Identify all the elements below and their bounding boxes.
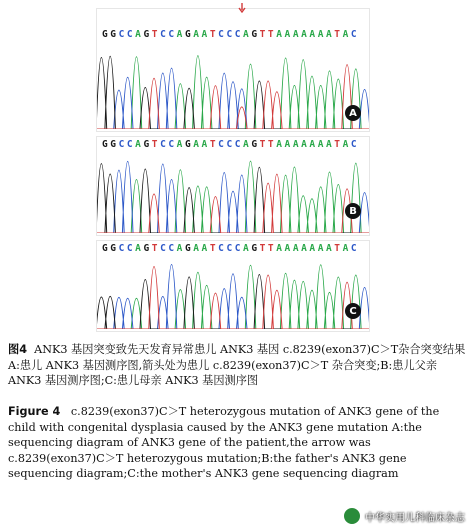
base-call: G — [110, 29, 117, 40]
base-call: G — [251, 243, 258, 254]
panel-label-a: A — [345, 105, 361, 121]
base-call: T — [259, 29, 266, 40]
base-call: A — [326, 139, 333, 150]
base-call: C — [126, 29, 134, 40]
base-call: T — [151, 139, 159, 150]
base-call: G — [143, 29, 150, 40]
journal-logo-icon — [343, 507, 361, 525]
base-call: G — [184, 29, 192, 40]
base-call: G — [251, 29, 258, 40]
base-call: C — [126, 139, 134, 150]
base-call: A — [326, 243, 333, 254]
base-call: A — [193, 139, 200, 150]
base-call: C — [234, 29, 242, 40]
base-call: G — [251, 139, 258, 150]
base-call: G — [143, 243, 150, 254]
base-call: A — [317, 29, 325, 40]
base-call: A — [317, 139, 325, 150]
base-call: C — [118, 29, 125, 40]
trace-a — [97, 265, 369, 329]
base-call: C — [160, 29, 167, 40]
base-call: C — [226, 243, 233, 254]
trace-g — [97, 164, 369, 233]
base-call: T — [334, 29, 341, 40]
base-call: T — [267, 243, 275, 254]
base-call: A — [342, 139, 349, 150]
base-call: A — [276, 139, 283, 150]
base-call: A — [292, 29, 300, 40]
caption-cn-lead: 图4 — [8, 343, 27, 356]
trace-c — [97, 68, 369, 129]
base-call: A — [284, 139, 291, 150]
base-call: T — [267, 139, 275, 150]
base-call: A — [326, 29, 333, 40]
base-call: A — [276, 29, 283, 40]
base-call: A — [201, 139, 208, 150]
base-call: C — [350, 243, 358, 254]
base-call: A — [309, 139, 316, 150]
base-call: C — [160, 139, 167, 150]
trace-a — [97, 56, 369, 129]
base-call: C — [168, 29, 175, 40]
base-call: G — [101, 139, 109, 150]
base-call: T — [209, 243, 217, 254]
base-call: A — [342, 243, 349, 254]
base-call: A — [276, 243, 283, 254]
caption-english — [8, 404, 466, 482]
base-call: A — [135, 29, 142, 40]
trace-a — [97, 161, 369, 233]
base-call: A — [193, 29, 200, 40]
base-call: A — [284, 29, 291, 40]
base-call: C — [160, 243, 167, 254]
base-call: A — [309, 29, 316, 40]
base-call: A — [342, 29, 349, 40]
watermark-text: 中华实用儿科临床杂志 — [365, 512, 465, 524]
base-call: C — [350, 29, 358, 40]
base-call: A — [135, 139, 142, 150]
base-call: C — [226, 139, 233, 150]
base-call: A — [243, 29, 250, 40]
trace-svg-a — [97, 43, 369, 129]
panel-label-b: B — [345, 203, 361, 219]
mutation-arrow-icon — [237, 3, 247, 13]
caption-cn-text: ANK3 基因突变致先天发育异常患儿 ANK3 基因 c.8239(exon37)C＞T杂合突变结果 A:患儿 ANK3 基因测序图,箭头处为患儿 c.8239(exon37)C＞T 杂合突变;B:患儿父亲 ANK3 基因测序图;C:患儿母亲 ANK3 基因测序图 — [8, 343, 466, 387]
base-call: T — [259, 139, 266, 150]
sequence-row — [101, 29, 358, 40]
base-call: G — [184, 139, 192, 150]
base-call: T — [334, 243, 341, 254]
base-call: G — [184, 243, 192, 254]
base-call: A — [301, 139, 308, 150]
caption-en-lead: Figure 4 — [8, 405, 61, 418]
base-call: G — [110, 139, 117, 150]
base-call: C — [118, 139, 125, 150]
caption-chinese — [8, 342, 466, 389]
trace-g — [97, 274, 369, 329]
chromatogram-panel-a — [96, 8, 370, 132]
base-call: C — [226, 29, 233, 40]
base-call: T — [259, 243, 266, 254]
base-call: A — [201, 29, 208, 40]
base-call: A — [292, 243, 300, 254]
base-call: C — [118, 243, 125, 254]
trace-c — [97, 161, 369, 233]
base-call: C — [350, 139, 358, 150]
base-call: C — [218, 139, 225, 150]
chromatogram-panel-b — [96, 136, 370, 236]
trace-t — [97, 267, 369, 330]
base-call: C — [234, 243, 242, 254]
sequence-row — [101, 243, 358, 254]
base-call: G — [143, 139, 150, 150]
sequence-row — [101, 139, 358, 150]
base-call: A — [284, 243, 291, 254]
base-call: T — [151, 29, 159, 40]
base-call: C — [168, 139, 175, 150]
trace-svg-c — [97, 255, 369, 329]
base-call: G — [101, 243, 109, 254]
panel-label-c: C — [345, 303, 361, 319]
base-call: C — [218, 243, 225, 254]
base-call: T — [209, 29, 217, 40]
base-call: C — [218, 29, 225, 40]
base-call: A — [135, 243, 142, 254]
base-call: T — [267, 29, 275, 40]
trace-svg-b — [97, 151, 369, 233]
base-call: A — [309, 243, 316, 254]
base-call: T — [334, 139, 341, 150]
base-call: C — [234, 139, 242, 150]
trace-g — [97, 56, 369, 129]
base-call: C — [126, 243, 134, 254]
watermark — [343, 507, 465, 525]
chromatogram-panel-c — [96, 240, 370, 332]
base-call: A — [301, 29, 308, 40]
trace-c — [97, 265, 369, 330]
base-call: A — [243, 243, 250, 254]
base-call: T — [209, 139, 217, 150]
base-call: A — [176, 29, 183, 40]
base-call: A — [317, 243, 325, 254]
base-call: C — [168, 243, 175, 254]
base-call: G — [101, 29, 109, 40]
base-call: A — [176, 243, 183, 254]
base-call: A — [243, 139, 250, 150]
base-call: A — [201, 243, 208, 254]
base-call: A — [193, 243, 200, 254]
base-call: A — [176, 139, 183, 150]
base-call: A — [292, 139, 300, 150]
base-call: G — [110, 243, 117, 254]
caption-en-text: c.8239(exon37)C＞T heterozygous mutation of ANK3 gene of the child with congenital dysplasia caused by the ANK3 gene mutation A:the sequencing diagram of ANK3 gene of the patient,the arrow was c.8239(exon37)C＞T heterozygous mutation;B:the father's ANK3 gene sequencing diagram;C:the mother's ANK3 gene sequencing diagram — [8, 405, 440, 480]
base-call: T — [151, 243, 159, 254]
base-call: A — [301, 243, 308, 254]
